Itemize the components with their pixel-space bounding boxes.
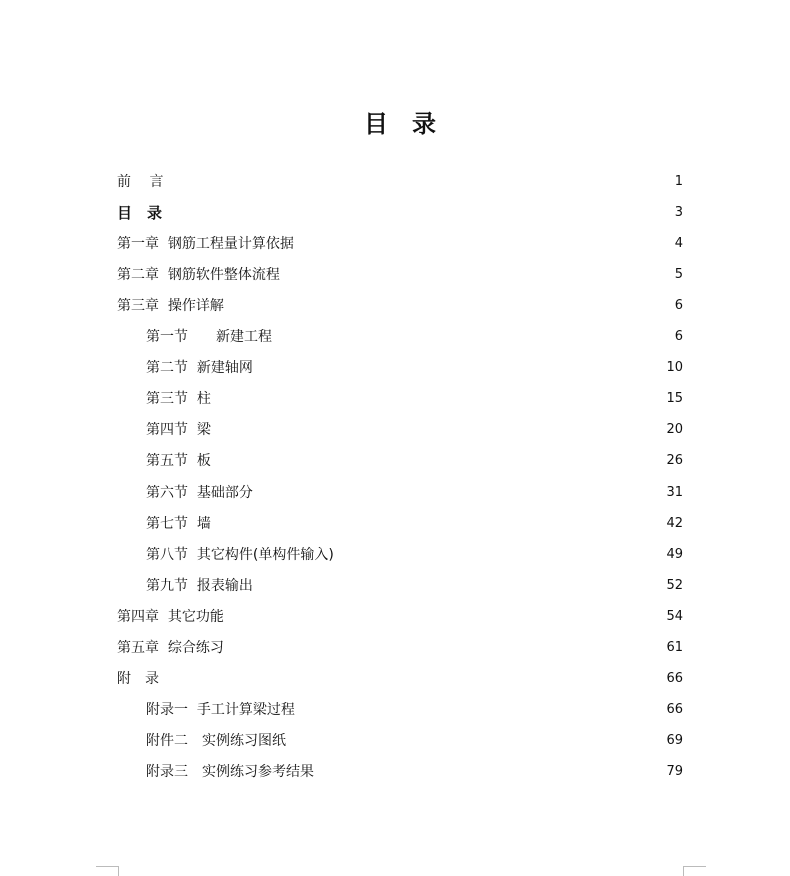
toc-entry[interactable]	[117, 637, 683, 659]
toc-entry-label: 第四节 梁	[146, 422, 211, 439]
toc-entry[interactable]	[146, 730, 683, 752]
toc-entry[interactable]	[117, 668, 683, 690]
toc-dot-leader	[296, 233, 663, 255]
toc-dot-leader	[255, 357, 663, 379]
toc-entry[interactable]	[146, 419, 683, 441]
toc-entry[interactable]	[146, 450, 683, 472]
toc-dot-leader	[213, 513, 663, 535]
toc-dot-leader	[213, 450, 663, 472]
toc-entry[interactable]	[146, 357, 683, 379]
toc-entry[interactable]	[146, 388, 683, 410]
toc-entry-page-number: 15	[666, 391, 683, 407]
toc-entry-label: 第一章 钢筋工程量计算依据	[117, 236, 294, 253]
toc-entry-label: 第五章 综合练习	[117, 639, 224, 656]
toc-entry-label: 附录一 手工计算梁过程	[146, 701, 295, 718]
toc-entry-label: 第一节 新建工程	[146, 329, 272, 346]
toc-dot-leader	[213, 419, 663, 441]
toc-entry[interactable]	[117, 264, 683, 286]
toc-dot-leader	[226, 637, 663, 659]
toc-entry-page-number: 10	[666, 360, 683, 376]
page-corner-mark-right	[683, 866, 706, 876]
toc-entry-label: 附件二 实例练习图纸	[146, 732, 286, 749]
toc-entry-page-number: 61	[666, 639, 683, 655]
toc-entry[interactable]	[146, 513, 683, 535]
toc-entry-page-number: 6	[674, 329, 683, 345]
toc-entry[interactable]	[117, 606, 683, 628]
toc-entry-label: 第三章 操作详解	[117, 298, 224, 315]
toc-dot-leader	[255, 482, 663, 504]
toc-entry[interactable]	[146, 699, 683, 721]
toc-dot-leader	[297, 699, 663, 721]
toc-dot-leader	[336, 544, 663, 566]
toc-title: 目 录	[364, 109, 436, 138]
toc-entry-label: 第五节 板	[146, 453, 211, 470]
toc-entry-label: 第七节 墙	[146, 515, 211, 532]
toc-entry-page-number: 54	[666, 608, 683, 624]
toc-dot-leader	[282, 264, 663, 286]
toc-entry-label: 前 言	[117, 174, 164, 190]
toc-dot-leader	[213, 388, 663, 410]
toc-entry-label: 附 录	[117, 670, 159, 687]
toc-entry-page-number: 69	[666, 732, 683, 748]
toc-entry-page-number: 52	[666, 577, 683, 593]
toc-entry[interactable]	[146, 544, 683, 566]
toc-entry-label: 第八节 其它构件(单构件输入)	[146, 546, 334, 563]
toc-entry[interactable]	[146, 482, 683, 504]
toc-entry[interactable]	[146, 761, 683, 783]
toc-dot-leader	[164, 202, 663, 224]
toc-dot-leader	[161, 668, 662, 690]
toc-dot-leader	[226, 295, 663, 317]
toc-entry-page-number: 1	[674, 174, 683, 189]
toc-entry-label: 附录三 实例练习参考结果	[146, 764, 314, 780]
toc-dot-leader	[288, 730, 662, 752]
toc-entry-page-number: 42	[666, 515, 683, 531]
toc-entry[interactable]	[146, 575, 683, 597]
toc-entry[interactable]	[117, 171, 683, 193]
toc-entry-page-number: 3	[674, 205, 683, 221]
toc-entry-label: 第二章 钢筋软件整体流程	[117, 267, 280, 284]
page-corner-mark-left	[96, 866, 119, 876]
toc-entry-label: 第六节 基础部分	[146, 484, 253, 501]
toc-entry-page-number: 6	[674, 298, 683, 314]
toc-entry-label: 第二节 新建轴网	[146, 360, 253, 377]
toc-entry[interactable]	[117, 295, 683, 317]
toc-entry-label: 目 录	[117, 204, 163, 223]
toc-dot-leader	[316, 761, 662, 783]
toc-dot-leader	[274, 326, 663, 348]
toc-entry-page-number: 31	[666, 484, 683, 500]
toc-entry-label: 第四章 其它功能	[117, 608, 224, 625]
toc-dot-leader	[255, 575, 663, 597]
toc-entry-page-number: 26	[666, 453, 683, 469]
toc-entry-page-number: 5	[674, 267, 683, 283]
toc-dot-leader	[226, 606, 663, 628]
toc-entry-page-number: 20	[666, 422, 683, 438]
toc-entry-page-number: 66	[666, 701, 683, 717]
toc-entry-label: 第三节 柱	[146, 391, 211, 408]
toc-entry[interactable]	[146, 326, 683, 348]
toc-entry-label: 第九节 报表输出	[146, 577, 253, 594]
toc-entry-page-number: 79	[666, 764, 683, 779]
toc-dot-leader	[165, 171, 663, 193]
toc-entry[interactable]	[117, 202, 683, 224]
toc-entry[interactable]	[117, 233, 683, 255]
toc-entry-page-number: 49	[666, 546, 683, 562]
toc-entry-page-number: 66	[666, 670, 683, 686]
toc-entry-page-number: 4	[674, 236, 683, 252]
